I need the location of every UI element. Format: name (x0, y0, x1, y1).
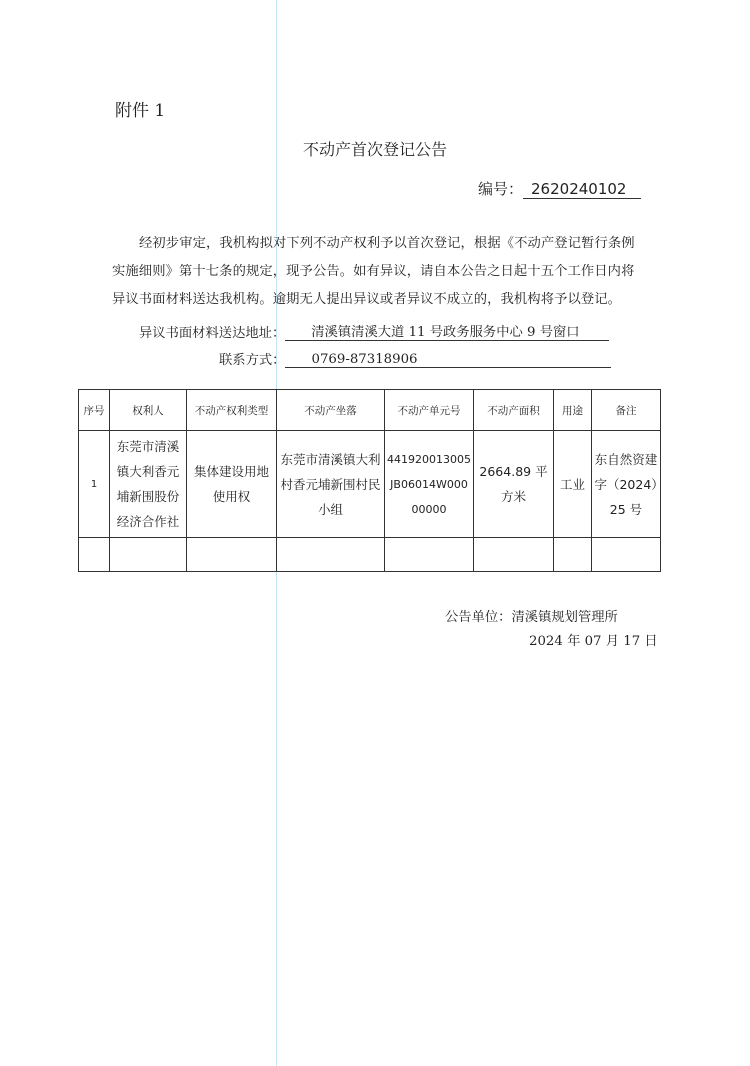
objection-address-label: 异议书面材料送达地址： (139, 326, 286, 341)
contact-row (219, 349, 611, 369)
page-title: 不动产首次登记公告 (302, 140, 447, 159)
cell-no: 1 (79, 431, 110, 538)
registration-table (78, 389, 661, 572)
cell-usage: 工业 (554, 431, 592, 538)
objection-address-value: 清溪镇清溪大道 11 号政务服务中心 9 号窗口 (285, 321, 609, 341)
doc-number (478, 178, 641, 199)
header-unit-no: 不动产单元号 (385, 390, 474, 431)
contact-value: 0769-87318906 (285, 352, 611, 368)
doc-number-value: 2620240102 (523, 180, 641, 199)
cell-remark: 东自然资建字（2024）25 号 (592, 431, 661, 538)
table-header-row (79, 390, 661, 431)
cell-location: 东莞市清溪镇大利村香元埔新围村民小组 (277, 431, 385, 538)
header-right-type: 不动产权利类型 (187, 390, 277, 431)
header-no: 序号 (79, 390, 110, 431)
table-row (79, 431, 661, 538)
announcement-date: 2024 年 07 月 17 日 (529, 634, 658, 649)
cell-unit-no: 441920013005JB06014W00000000 (385, 431, 474, 538)
header-usage: 用途 (554, 390, 592, 431)
header-remark: 备注 (592, 390, 661, 431)
doc-number-label: 编号： (478, 180, 524, 198)
cell-area: 2664.89 平方米 (474, 431, 554, 538)
header-area: 不动产面积 (474, 390, 554, 431)
header-holder: 权利人 (110, 390, 187, 431)
attachment-label: 附件 1 (115, 101, 166, 121)
objection-address-row (139, 321, 609, 341)
contact-label: 联系方式： (219, 353, 286, 368)
cell-right-type: 集体建设用地使用权 (187, 431, 277, 538)
header-location: 不动产坐落 (277, 390, 385, 431)
announcing-unit: 公告单位：清溪镇规划管理所 (445, 610, 618, 625)
announcement-body: 经初步审定，我机构拟对下列不动产权利予以首次登记，根据《不动产登记暂行条例实施细则》第十七条的规定，现予公告。如有异议，请自本公告之日起十五个工作日内将异议书面材料送达我机构。逾期无人提出异议或者异议不成立的，我机构将予以登记。 (112, 236, 635, 307)
cell-holder: 东莞市清溪镇大利香元埔新围股份经济合作社 (110, 431, 187, 538)
table-row-empty (79, 538, 661, 572)
